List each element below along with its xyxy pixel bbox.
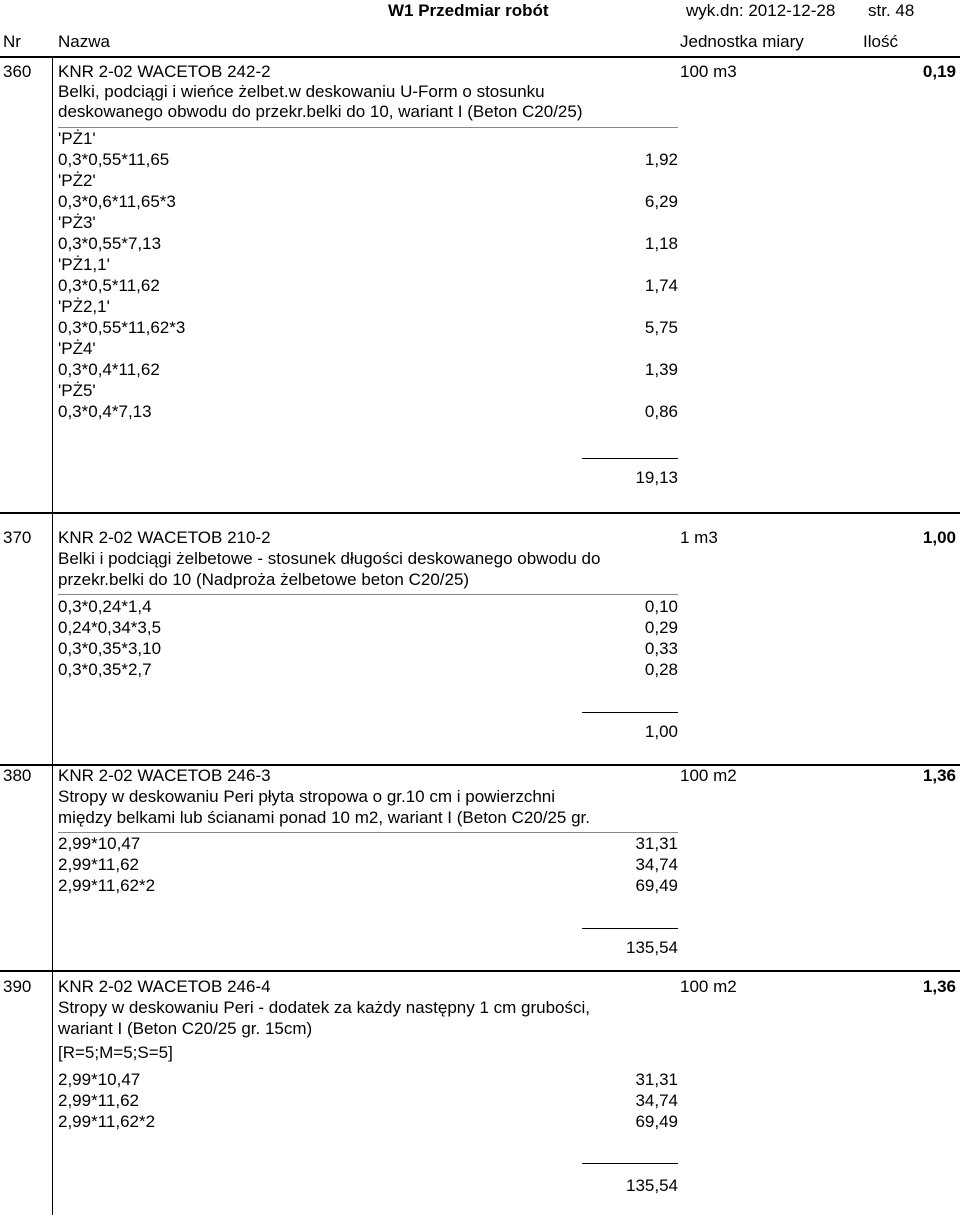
calc-value: 5,75	[644, 318, 678, 337]
calc-expression: 0,24*0,34*3,5	[58, 618, 162, 637]
calc-expression: 2,99*10,47	[58, 834, 141, 853]
calc-value: 31,31	[635, 834, 678, 853]
calc-label: 'PŻ2'	[58, 171, 96, 190]
calc-label: 'PŻ5'	[58, 381, 96, 400]
calc-value: 6,29	[644, 192, 678, 211]
calc-separator	[58, 127, 678, 128]
entry-description: Belki i podciągi żelbetowe - stosunek długości deskowanego obwodu do	[58, 549, 601, 568]
calc-expression: 0,3*0,24*1,4	[58, 597, 152, 616]
entry-qty: 1,36	[922, 766, 956, 785]
entry-unit: 100 m2	[680, 977, 737, 996]
calc-value: 1,92	[644, 150, 678, 169]
calc-expression: 0,3*0,55*7,13	[58, 234, 162, 253]
calc-label: 'PŻ4'	[58, 339, 96, 358]
calc-expression: 0,3*0,35*2,7	[58, 660, 152, 679]
calc-expression: 2,99*11,62*2	[58, 876, 156, 895]
calc-expression: 2,99*10,47	[58, 1070, 141, 1089]
entry-description: przekr.belki do 10 (Nadproża żelbetowe beton C20/25)	[58, 570, 470, 589]
calc-expression: 0,3*0,55*11,62*3	[58, 318, 186, 337]
entry-qty: 1,00	[922, 528, 956, 547]
calc-expression: 0,3*0,55*11,65	[58, 150, 170, 169]
calc-value: 1,18	[644, 234, 678, 253]
calc-total: 135,54	[626, 1176, 678, 1195]
calc-value: 1,39	[644, 360, 678, 379]
calc-total: 135,54	[626, 938, 678, 957]
calc-value: 69,49	[635, 1112, 678, 1131]
sum-line	[582, 712, 678, 713]
calc-expression: 2,99*11,62	[58, 1091, 139, 1110]
calc-value: 69,49	[635, 876, 678, 895]
entry-code: KNR 2-02 WACETOB 246-3	[58, 766, 271, 785]
calc-label: 'PŻ2,1'	[58, 297, 110, 316]
calc-value: 34,74	[635, 1091, 678, 1110]
calc-expression: 0,3*0,5*11,62	[58, 276, 160, 295]
calc-value: 0,10	[644, 597, 678, 616]
entry-nr: 390	[3, 977, 32, 996]
header-rule	[0, 56, 960, 58]
calc-value: 0,86	[644, 402, 678, 421]
calc-label: 'PŻ1,1'	[58, 255, 110, 274]
entry-qty: 0,19	[922, 62, 956, 81]
calc-total: 19,13	[635, 468, 678, 487]
calc-expression: 2,99*11,62	[58, 855, 139, 874]
entry-nr: 380	[3, 766, 32, 785]
column-divider	[52, 766, 53, 970]
calc-value: 34,74	[635, 855, 678, 874]
column-header-unit: Jednostka miary	[680, 32, 804, 51]
document-title: W1 Przedmiar robót	[388, 1, 549, 20]
entry-separator	[0, 970, 960, 972]
column-header-qty: Ilość	[863, 32, 898, 51]
entry-code: KNR 2-02 WACETOB 246-4	[58, 977, 271, 996]
calc-expression: 0,3*0,4*7,13	[58, 402, 152, 421]
sum-line	[582, 1163, 678, 1164]
entry-nr: 360	[3, 62, 32, 81]
calc-expression: 0,3*0,4*11,62	[58, 360, 160, 379]
calc-separator	[58, 832, 678, 833]
entry-code: KNR 2-02 WACETOB 242-2	[58, 62, 271, 81]
calc-expression: 0,3*0,6*11,65*3	[58, 192, 176, 211]
column-divider	[52, 514, 53, 764]
calc-value: 1,74	[644, 276, 678, 295]
sum-line	[582, 458, 678, 459]
document-date: wyk.dn: 2012-12-28	[686, 1, 836, 20]
entry-description: Stropy w deskowaniu Peri płyta stropowa o gr.10 cm i powierzchni	[58, 787, 556, 806]
entry-description: Belki, podciągi i wieńce żelbet.w deskowaniu U-Form o stosunku	[58, 82, 545, 101]
calc-value: 0,33	[644, 639, 678, 658]
entry-qty: 1,36	[922, 977, 956, 996]
calc-value: 31,31	[635, 1070, 678, 1089]
column-divider	[52, 972, 53, 1215]
calc-total: 1,00	[644, 722, 678, 741]
calc-value: 0,28	[644, 660, 678, 679]
entry-unit: 100 m2	[680, 766, 737, 785]
entry-unit: 1 m3	[680, 528, 718, 547]
page-number: str. 48	[868, 1, 915, 20]
entry-nr: 370	[3, 528, 32, 547]
entry-code: KNR 2-02 WACETOB 210-2	[58, 528, 271, 547]
calc-label: 'PŻ1'	[58, 129, 96, 148]
calc-separator	[58, 594, 678, 595]
column-divider	[52, 58, 53, 512]
calc-label: 'PŻ3'	[58, 213, 96, 232]
entry-description: Stropy w deskowaniu Peri - dodatek za każdy następny 1 cm grubości,	[58, 998, 590, 1017]
sum-line	[582, 928, 678, 929]
calc-expression: 0,3*0,35*3,10	[58, 639, 162, 658]
entry-description: [R=5;M=5;S=5]	[58, 1043, 173, 1062]
column-header-name: Nazwa	[58, 32, 110, 51]
entry-description: deskowanego obwodu do przekr.belki do 10, wariant I (Beton C20/25)	[58, 102, 583, 121]
calc-expression: 2,99*11,62*2	[58, 1112, 156, 1131]
calc-value: 0,29	[644, 618, 678, 637]
column-header-nr: Nr	[3, 32, 21, 51]
entry-separator	[0, 512, 960, 514]
entry-unit: 100 m3	[680, 62, 737, 81]
entry-description: wariant I (Beton C20/25 gr. 15cm)	[58, 1019, 313, 1038]
entry-description: między belkami lub ścianami ponad 10 m2, wariant I (Beton C20/25 gr.	[58, 808, 590, 827]
